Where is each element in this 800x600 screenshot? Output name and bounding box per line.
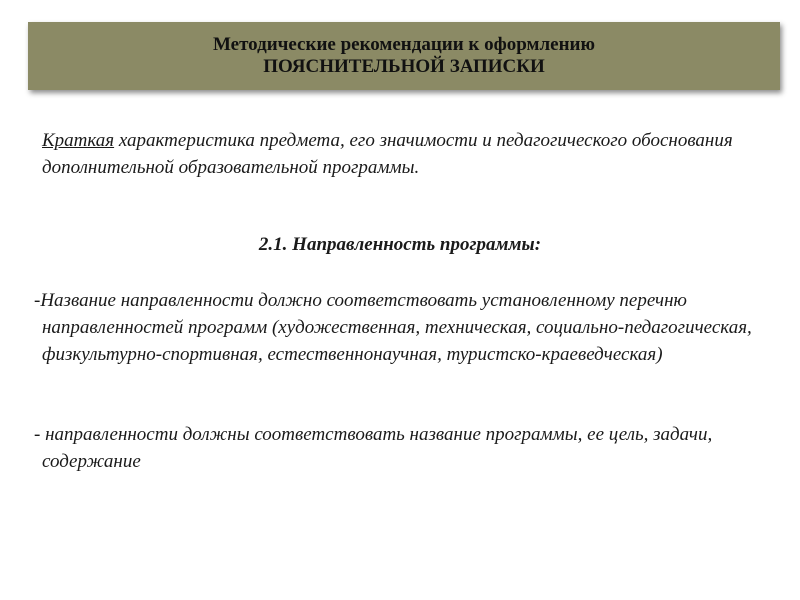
bullet-item-2: - направленности должны соответствовать название программы, ее цель, задачи, содержание (34, 424, 713, 472)
title-line-1: Методические рекомендации к оформлению (212, 34, 596, 55)
title-banner (28, 22, 780, 90)
bullet-item-1: -Название направленности должно соответствовать установленному перечню направленностей программ (художественная, техническая, социально-педагогическая, физкультурно-спортивная, естественнонаучная, туристско-краеведческая) (34, 290, 752, 365)
intro-text: характеристика предмета, его значимости и педагогического обоснования дополнительной образовательной программы. (42, 130, 733, 178)
intro-underlined-word: Краткая (42, 130, 115, 151)
intro-paragraph (42, 127, 762, 181)
title-line-2: ПОЯСНИТЕЛЬНОЙ ЗАПИСКИ (263, 56, 545, 77)
section-heading: 2.1. Направленность программы: (258, 234, 542, 255)
